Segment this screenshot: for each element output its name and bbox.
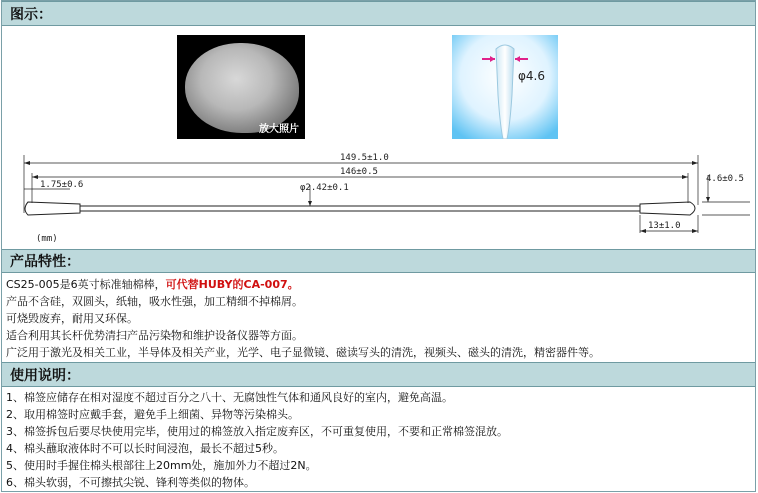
features-list	[6, 276, 600, 361]
features-line-2: 产品不含硅，双圆头，纸轴，吸水性强，加工精细不掉棉屑。	[6, 295, 303, 308]
left-tip-length-label: 1.75±0.6	[40, 180, 84, 190]
usage-line-4: 4、棉头蘸取液体时不可以长时间浸泡，最长不超过5秒。	[6, 442, 284, 455]
shaft-length-label: 146±0.5	[340, 167, 378, 177]
features-highlight: 可代替HUBY的CA-007。	[165, 278, 299, 291]
magnified-photo	[177, 35, 305, 139]
swab-dimension-svg	[10, 145, 750, 245]
tip-diameter-illustration	[452, 35, 558, 139]
figure-section-title: 图示：	[2, 1, 755, 26]
total-length-label: 149.5±1.0	[340, 153, 389, 163]
unit-label: (mm)	[36, 234, 58, 244]
features-line-3: 可烧毁废弃，耐用又环保。	[6, 312, 138, 325]
usage-line-3: 3、棉签拆包后要尽快使用完毕，使用过的棉签放入指定废弃区，不可重复使用，不要和正常棉签混放。	[6, 425, 508, 438]
product-sheet	[1, 0, 756, 492]
usage-list	[6, 389, 508, 491]
head-width-label: 4.6±0.5	[706, 174, 744, 184]
photo-caption: 放大照片	[259, 124, 299, 135]
features-line-5: 广泛用于激光及相关工业，半导体及相关产业，光学、电子显微镜、磁读写头的清洗，视频头、磁头的清洗，精密器件等。	[6, 346, 600, 359]
usage-line-6: 6、棉头软弱，不可擦拭尖锐、锋利等类似的物体。	[6, 476, 255, 489]
features-section-title: 产品特性：	[2, 249, 755, 273]
head-length-label: 13±1.0	[648, 221, 681, 231]
usage-line-1: 1、棉签应储存在相对湿度不超过百分之八十、无腐蚀性气体和通风良好的室内，避免高温。	[6, 391, 453, 404]
shaft-diameter-label: φ2.42±0.1	[300, 183, 349, 193]
usage-line-5: 5、使用时手握住棉头根部往上20mm处，施加外力不超过2N。	[6, 459, 317, 472]
tip-illustration-svg	[452, 35, 558, 139]
features-line-1-text: CS25-005是6英寸标准轴棉棒，	[6, 278, 166, 291]
features-line-4: 适合利用其长杆优势清扫产品污染物和维护设备仪器等方面。	[6, 329, 303, 342]
usage-line-2: 2、取用棉签时应戴手套，避免手上细菌、异物等污染棉头。	[6, 408, 299, 421]
usage-section-title: 使用说明：	[2, 362, 755, 387]
dimension-drawing	[10, 145, 750, 245]
features-line-1	[6, 276, 600, 293]
diameter-label: φ4.6	[518, 69, 545, 83]
